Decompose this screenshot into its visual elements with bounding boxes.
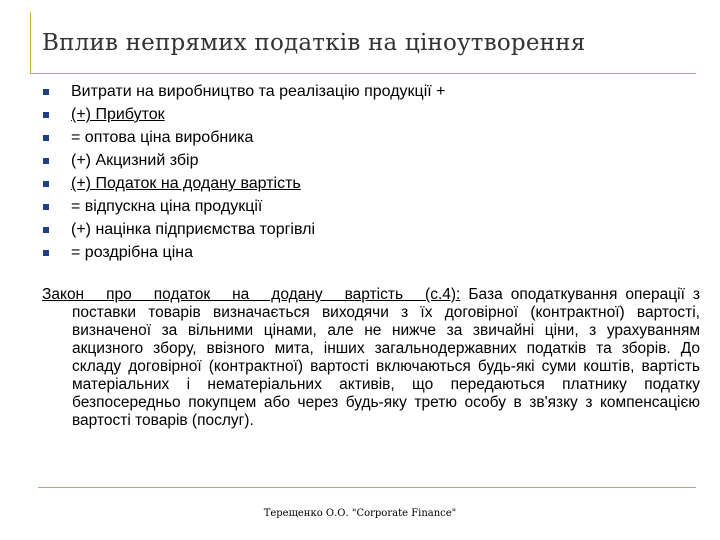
list-item-text: (+) Прибуток [71, 106, 165, 123]
square-bullet-icon [43, 158, 49, 164]
law-paragraph [42, 286, 700, 430]
list-item [43, 149, 445, 172]
square-bullet-icon [43, 181, 49, 187]
frame-vertical-line [30, 12, 31, 74]
square-bullet-icon [43, 135, 49, 141]
list-item-text: = роздрібна ціна [71, 244, 193, 261]
list-item-text: (+) націнка підприємства торгівлі [71, 221, 315, 238]
list-item [43, 241, 445, 264]
law-body: База оподаткування операції з поставки товарів визначається виходячи з їх договірної (контрактної) вартості, визначеної за вільними цінами, але не нижче за звичайні ціни, з урахуванням акцизного збору, ввізного мита, інших загальнодержавних податків та зборів. До складу договірної (контрактної) вартості включаються будь-які суми коштів, вартість матеріальних і нематеріальних активів, що передаються платнику податку безпосередньо покупцем або через будь-яку третю особу в зв'язку з компенсацією вартості товарів (послуг). [72, 286, 700, 429]
law-reference: Закон про податок на додану вартість (с.4): [42, 286, 461, 303]
list-item [43, 218, 445, 241]
list-item [43, 195, 445, 218]
footer-divider [38, 487, 696, 488]
square-bullet-icon [43, 204, 49, 210]
slide-title: Вплив непрямих податків на ціноутворення [42, 30, 586, 56]
title-underline [30, 73, 696, 74]
list-item-text: = відпускна ціна продукції [71, 198, 263, 215]
square-bullet-icon [43, 89, 49, 95]
list-item [43, 126, 445, 149]
list-item-text: Витрати на виробництво та реалізацію продукції + [71, 83, 446, 100]
square-bullet-icon [43, 112, 49, 118]
square-bullet-icon [43, 250, 49, 256]
price-formation-list [43, 80, 445, 264]
square-bullet-icon [43, 227, 49, 233]
list-item-text: (+) Податок на додану вартість [71, 175, 301, 192]
list-item [43, 103, 445, 126]
list-item [43, 80, 445, 103]
footer-author: Терещенко О.О. "Corporate Finance" [263, 508, 457, 519]
list-item [43, 172, 445, 195]
list-item-text: = оптова ціна виробника [71, 129, 254, 146]
list-item-text: (+) Акцизний збір [71, 152, 199, 169]
